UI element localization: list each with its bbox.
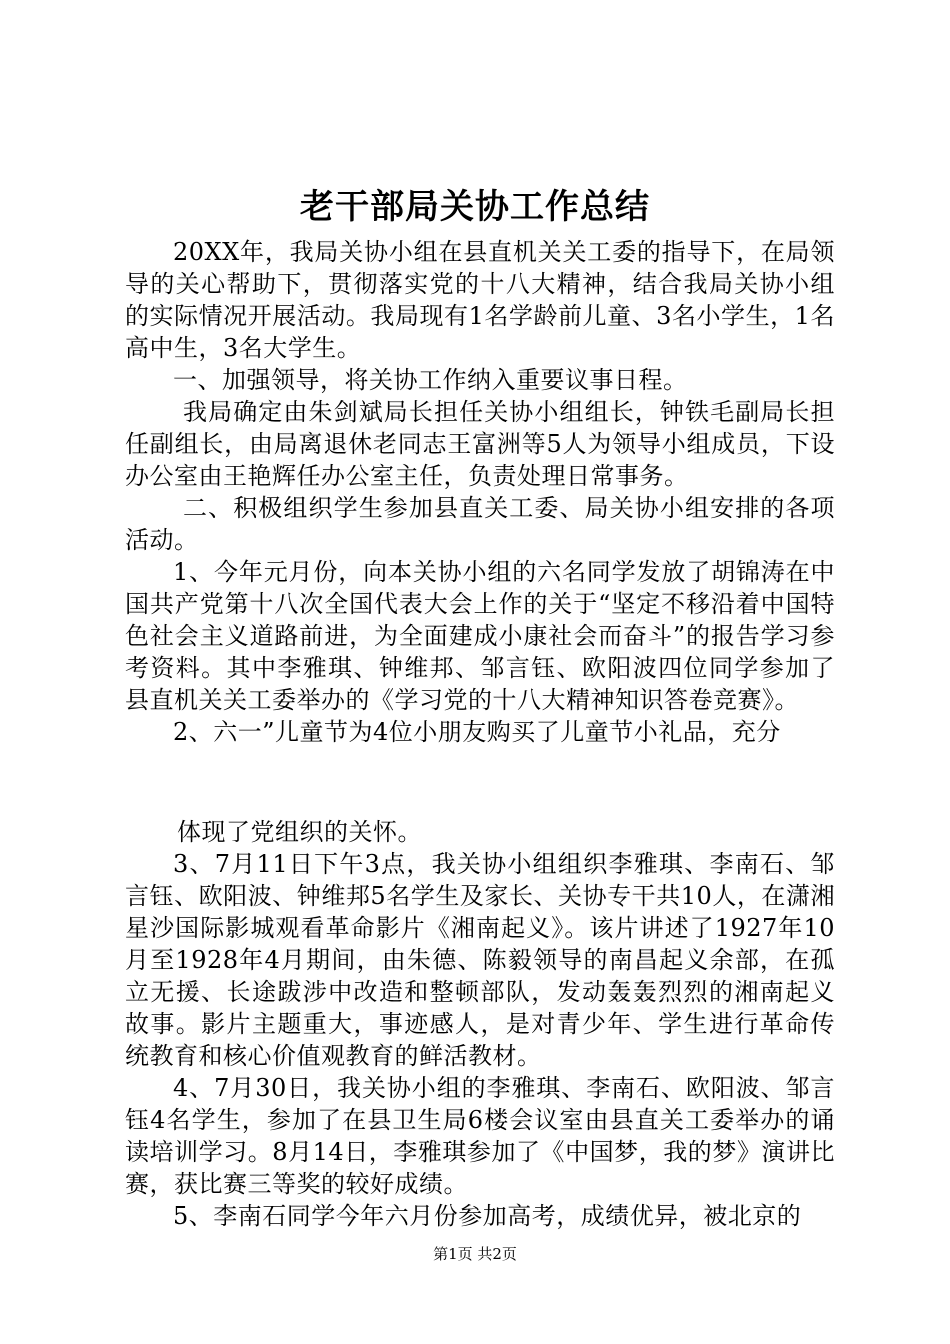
page-footer: 第1页 共2页 <box>433 1245 517 1263</box>
item-5-paragraph: 5、李南石同学今年六月份参加高考，成绩优异，被北京的 <box>173 1202 802 1230</box>
item-1-paragraph: 1、今年元月份，向本关协小组的六名同学发放了胡锦涛在中国共产党第十八次全国代表大会上作的关于“坚定不移沿着中国特色社会主义道路前进，为全面建成小康社会而奋斗”的报告学习参考资料。其中李雅琪、钟维邦、邹言钰、欧阳波四位同学参加了县直机关关工委举办的《学习党的十八大精神知识答卷竞赛》。 <box>125 558 835 714</box>
leadership-paragraph: 我局确定由朱剑斌局长担任关协小组组长，钟铁毛副局长担任副组长，由局离退休老同志王富洲等5人为领导小组成员，下设办公室由王艳辉任办公室主任，负责处理日常事务。 <box>125 398 835 490</box>
item-4-paragraph: 4、7月30日，我关协小组的李雅琪、李南石、欧阳波、邹言钰4名学生，参加了在县卫生局6楼会议室由县直关工委举办的诵读培训学习。8月14日，李雅琪参加了《中国梦，我的梦》演讲比赛，获比赛三等奖的较好成绩。 <box>125 1074 835 1198</box>
document-title: 老干部局关协工作总结 <box>300 187 650 227</box>
section-heading-2: 二、积极组织学生参加县直关工委、局关协小组安排的各项活动。 <box>125 494 835 554</box>
intro-paragraph: 20XX年，我局关协小组在县直机关关工委的指导下，在局领导的关心帮助下，贯彻落实党的十八大精神，结合我局关协小组的实际情况开展活动。我局现有1名学龄前儿童、3名小学生，1名高中生，3名大学生。 <box>125 238 835 362</box>
section-heading-1: 一、加强领导，将关协工作纳入重要议事日程。 <box>173 366 688 394</box>
item-2-paragraph: 2、六一”儿童节为4位小朋友购买了儿童节小礼品，充分 <box>173 718 781 746</box>
body-block-1 <box>125 236 835 748</box>
body-block-2 <box>125 816 835 1232</box>
item-2-continuation: 体现了党组织的关怀。 <box>177 818 422 846</box>
item-3-paragraph: 3、7月11日下午3点，我关协小组组织李雅琪、李南石、邹言钰、欧阳波、钟维邦5名学生及家长、关协专干共10人，在潇湘星沙国际影城观看革命影片《湘南起义》。该片讲述了1927年10月至1928年4月期间，由朱德、陈毅领导的南昌起义余部，在孤立无援、长途跋涉中改造和整顿部队，发动轰轰烈烈的湘南起义故事。影片主题重大，事迹感人，是对青少年、学生进行革命传统教育和核心价值观教育的鲜活教材。 <box>125 850 835 1070</box>
